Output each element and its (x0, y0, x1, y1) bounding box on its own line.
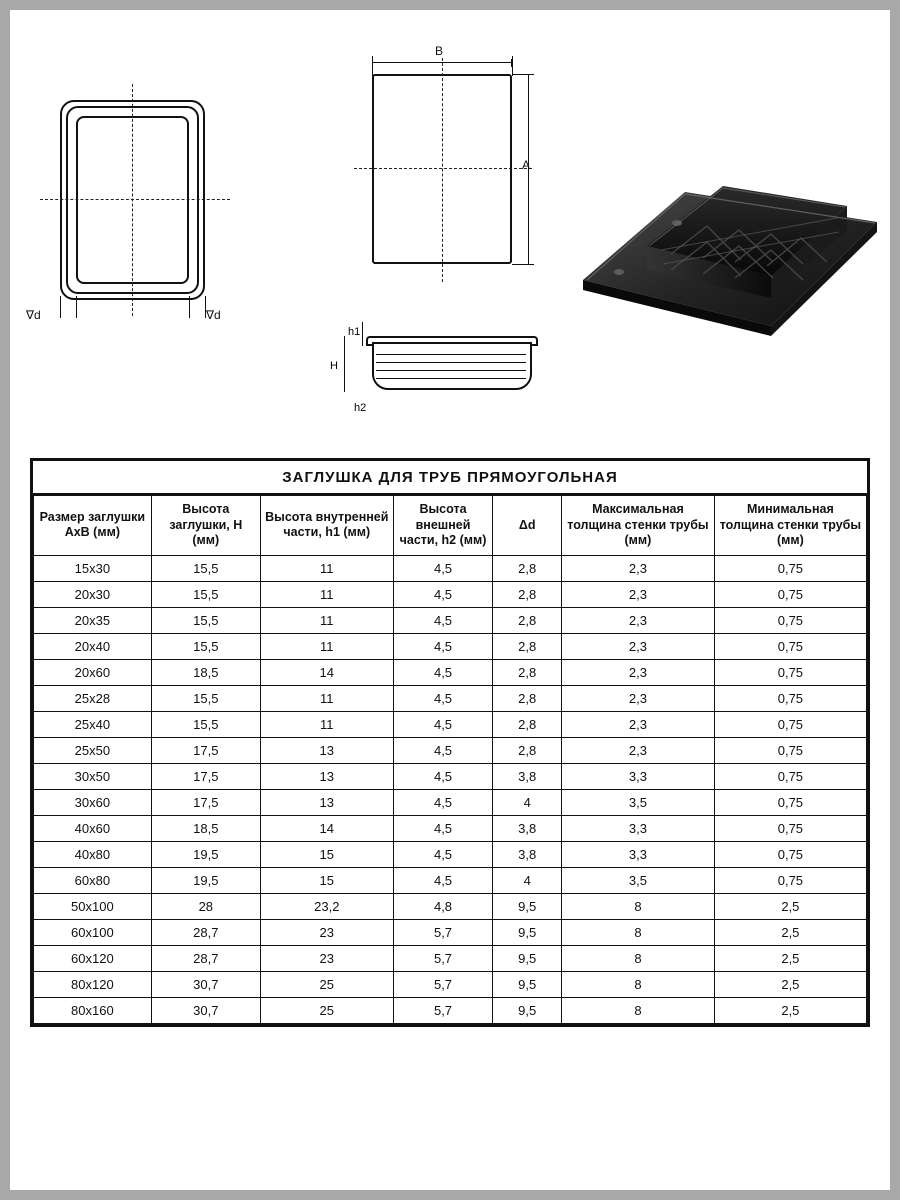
section-view-h1-label: h1 (348, 326, 361, 338)
cell-height-h2: 4,5 (393, 789, 493, 815)
cell-height-h: 19,5 (151, 841, 260, 867)
col-header-min-wall: Минимальная толщина стенки трубы (мм) (714, 496, 866, 556)
cell-delta-d: 3,8 (493, 815, 562, 841)
cell-height-h: 17,5 (151, 789, 260, 815)
cell-height-h: 17,5 (151, 737, 260, 763)
cell-height-h1: 14 (260, 659, 393, 685)
col-header-height-h1: Высота внутренней части, h1 (мм) (260, 496, 393, 556)
cell-min-wall: 0,75 (714, 815, 866, 841)
cell-height-h: 15,5 (151, 581, 260, 607)
cell-height-h2: 4,5 (393, 763, 493, 789)
cell-size: 50х100 (34, 893, 152, 919)
table-row (34, 945, 867, 971)
table-row (34, 815, 867, 841)
cell-height-h1: 11 (260, 581, 393, 607)
front-view-gap-label-left: ∇d (26, 308, 41, 322)
cell-max-wall: 8 (562, 893, 715, 919)
cell-size: 60х120 (34, 945, 152, 971)
table-row (34, 711, 867, 737)
cell-min-wall: 2,5 (714, 893, 866, 919)
cell-delta-d: 9,5 (493, 971, 562, 997)
cell-min-wall: 0,75 (714, 685, 866, 711)
cell-size: 40х60 (34, 815, 152, 841)
col-header-height-h2: Высота внешней части, h2 (мм) (393, 496, 493, 556)
cell-height-h2: 4,5 (393, 841, 493, 867)
cell-max-wall: 2,3 (562, 555, 715, 581)
cell-min-wall: 0,75 (714, 659, 866, 685)
cell-min-wall: 0,75 (714, 789, 866, 815)
section-view-h-dimension (344, 336, 345, 392)
cell-size: 60х80 (34, 867, 152, 893)
section-view-rib-1 (376, 354, 526, 355)
cell-min-wall: 2,5 (714, 919, 866, 945)
cell-max-wall: 2,3 (562, 659, 715, 685)
cell-height-h2: 4,5 (393, 685, 493, 711)
cell-height-h2: 4,5 (393, 607, 493, 633)
cell-height-h: 15,5 (151, 685, 260, 711)
cell-height-h1: 13 (260, 763, 393, 789)
top-view-height-label: A (522, 158, 531, 172)
cell-min-wall: 0,75 (714, 763, 866, 789)
cell-height-h2: 5,7 (393, 997, 493, 1023)
cell-height-h2: 4,5 (393, 867, 493, 893)
cell-size: 20х60 (34, 659, 152, 685)
cell-height-h: 28,7 (151, 945, 260, 971)
cell-height-h1: 11 (260, 711, 393, 737)
cell-min-wall: 0,75 (714, 841, 866, 867)
col-header-size: Размер заглушки AxB (мм) (34, 496, 152, 556)
cell-height-h: 15,5 (151, 633, 260, 659)
product-photo-illustration (575, 130, 885, 360)
cell-min-wall: 0,75 (714, 607, 866, 633)
section-view-body (372, 342, 532, 390)
cell-delta-d: 2,8 (493, 581, 562, 607)
section-view-drawing (330, 310, 580, 440)
front-view-tick-right-1 (189, 296, 190, 318)
section-view-h2-label: h2 (354, 402, 367, 414)
cell-height-h: 18,5 (151, 815, 260, 841)
cell-delta-d: 2,8 (493, 685, 562, 711)
table-row (34, 685, 867, 711)
cell-height-h: 19,5 (151, 867, 260, 893)
spec-table (33, 461, 867, 1024)
cell-delta-d: 3,8 (493, 841, 562, 867)
table-row (34, 737, 867, 763)
cell-delta-d: 4 (493, 867, 562, 893)
cell-min-wall: 2,5 (714, 971, 866, 997)
cell-height-h2: 4,5 (393, 711, 493, 737)
cell-delta-d: 2,8 (493, 607, 562, 633)
cell-height-h1: 25 (260, 997, 393, 1023)
cell-height-h: 30,7 (151, 971, 260, 997)
top-view-horizontal-centerline (354, 168, 532, 169)
top-view-width-label: B (435, 44, 444, 58)
cell-height-h1: 13 (260, 737, 393, 763)
cell-max-wall: 2,3 (562, 711, 715, 737)
spec-table-container (30, 458, 870, 1027)
table-row (34, 555, 867, 581)
cell-size: 30х60 (34, 789, 152, 815)
cell-delta-d: 2,8 (493, 737, 562, 763)
front-view-gap-label-right: ∇d (206, 308, 221, 322)
cell-max-wall: 3,5 (562, 789, 715, 815)
front-view-tick-left-2 (76, 296, 77, 318)
section-view-h-label: H (330, 360, 338, 372)
table-row (34, 841, 867, 867)
front-view-tick-left-1 (60, 296, 61, 318)
cell-height-h2: 4,5 (393, 581, 493, 607)
cell-max-wall: 8 (562, 997, 715, 1023)
cell-height-h1: 23 (260, 919, 393, 945)
cell-height-h: 15,5 (151, 555, 260, 581)
col-header-max-wall: Максимальная толщина стенки трубы (мм) (562, 496, 715, 556)
cell-height-h2: 4,5 (393, 659, 493, 685)
cell-height-h2: 4,5 (393, 555, 493, 581)
cell-delta-d: 9,5 (493, 945, 562, 971)
table-row (34, 581, 867, 607)
table-row (34, 607, 867, 633)
table-row (34, 659, 867, 685)
cell-height-h: 17,5 (151, 763, 260, 789)
spec-table-body (34, 555, 867, 1023)
cell-delta-d: 4 (493, 789, 562, 815)
cell-min-wall: 0,75 (714, 737, 866, 763)
cell-height-h: 30,7 (151, 997, 260, 1023)
cell-size: 25х50 (34, 737, 152, 763)
section-view-rib-3 (376, 370, 526, 371)
front-view-drawing (20, 80, 270, 340)
cell-height-h1: 25 (260, 971, 393, 997)
cell-height-h2: 5,7 (393, 919, 493, 945)
cell-min-wall: 0,75 (714, 711, 866, 737)
cell-height-h: 15,5 (151, 607, 260, 633)
front-view-horizontal-centerline (40, 199, 230, 200)
cell-height-h2: 5,7 (393, 971, 493, 997)
cell-max-wall: 3,5 (562, 867, 715, 893)
cell-max-wall: 8 (562, 945, 715, 971)
cell-min-wall: 2,5 (714, 997, 866, 1023)
cell-max-wall: 8 (562, 919, 715, 945)
cell-size: 40х80 (34, 841, 152, 867)
col-header-delta-d: Δd (493, 496, 562, 556)
cell-height-h: 28,7 (151, 919, 260, 945)
table-row (34, 763, 867, 789)
cell-height-h1: 11 (260, 685, 393, 711)
cell-delta-d: 2,8 (493, 633, 562, 659)
cell-height-h1: 23 (260, 945, 393, 971)
section-view-rib-4 (376, 378, 526, 379)
cell-min-wall: 0,75 (714, 581, 866, 607)
cell-height-h1: 11 (260, 555, 393, 581)
top-view-extension-bottom (512, 264, 534, 265)
cell-min-wall: 0,75 (714, 633, 866, 659)
cell-height-h1: 13 (260, 789, 393, 815)
top-view-extension-right (512, 56, 513, 76)
cell-height-h1: 23,2 (260, 893, 393, 919)
cell-size: 80х120 (34, 971, 152, 997)
cell-size: 20х40 (34, 633, 152, 659)
product-photo (575, 130, 885, 360)
cell-min-wall: 2,5 (714, 945, 866, 971)
section-view-rib-2 (376, 362, 526, 363)
cell-delta-d: 9,5 (493, 893, 562, 919)
cell-height-h: 15,5 (151, 711, 260, 737)
cell-height-h: 28 (151, 893, 260, 919)
cell-delta-d: 9,5 (493, 919, 562, 945)
cell-size: 20х35 (34, 607, 152, 633)
cell-size: 15х30 (34, 555, 152, 581)
cell-max-wall: 2,3 (562, 737, 715, 763)
cell-delta-d: 3,8 (493, 763, 562, 789)
cell-min-wall: 0,75 (714, 555, 866, 581)
cell-delta-d: 9,5 (493, 997, 562, 1023)
table-row (34, 867, 867, 893)
cell-max-wall: 2,3 (562, 633, 715, 659)
cell-height-h1: 11 (260, 607, 393, 633)
cell-max-wall: 2,3 (562, 607, 715, 633)
table-row (34, 789, 867, 815)
cell-max-wall: 3,3 (562, 815, 715, 841)
cell-height-h2: 4,5 (393, 815, 493, 841)
cell-size: 20х30 (34, 581, 152, 607)
page-content (10, 10, 890, 1190)
cell-max-wall: 3,3 (562, 841, 715, 867)
top-view-extension-top (512, 74, 534, 75)
cell-height-h1: 15 (260, 867, 393, 893)
technical-drawings (10, 10, 890, 450)
cell-height-h1: 15 (260, 841, 393, 867)
cell-size: 25х28 (34, 685, 152, 711)
spec-table-head (34, 496, 867, 556)
cell-height-h2: 4,8 (393, 893, 493, 919)
table-row (34, 919, 867, 945)
cell-size: 25х40 (34, 711, 152, 737)
table-row (34, 971, 867, 997)
cell-height-h2: 4,5 (393, 633, 493, 659)
top-view-drawing (340, 46, 580, 306)
cell-size: 30х50 (34, 763, 152, 789)
cell-max-wall: 3,3 (562, 763, 715, 789)
cell-height-h2: 5,7 (393, 945, 493, 971)
table-row (34, 997, 867, 1023)
cell-size: 60х100 (34, 919, 152, 945)
cell-min-wall: 0,75 (714, 867, 866, 893)
cell-height-h1: 14 (260, 815, 393, 841)
table-row (34, 893, 867, 919)
cell-size: 80х160 (34, 997, 152, 1023)
cell-delta-d: 2,8 (493, 711, 562, 737)
table-header-row (34, 496, 867, 556)
top-view-vertical-centerline (442, 58, 443, 282)
col-header-height-h: Высота заглушки, H (мм) (151, 496, 260, 556)
cell-height-h2: 4,5 (393, 737, 493, 763)
cell-max-wall: 2,3 (562, 685, 715, 711)
cell-delta-d: 2,8 (493, 659, 562, 685)
table-row (34, 633, 867, 659)
front-view-vertical-centerline (132, 84, 133, 316)
spec-table-title: ЗАГЛУШКА ДЛЯ ТРУБ ПРЯМОУГОЛЬНАЯ (33, 461, 867, 495)
cell-max-wall: 8 (562, 971, 715, 997)
cell-height-h: 18,5 (151, 659, 260, 685)
cell-height-h1: 11 (260, 633, 393, 659)
cell-max-wall: 2,3 (562, 581, 715, 607)
cell-delta-d: 2,8 (493, 555, 562, 581)
section-view-h1-dimension (362, 322, 363, 346)
